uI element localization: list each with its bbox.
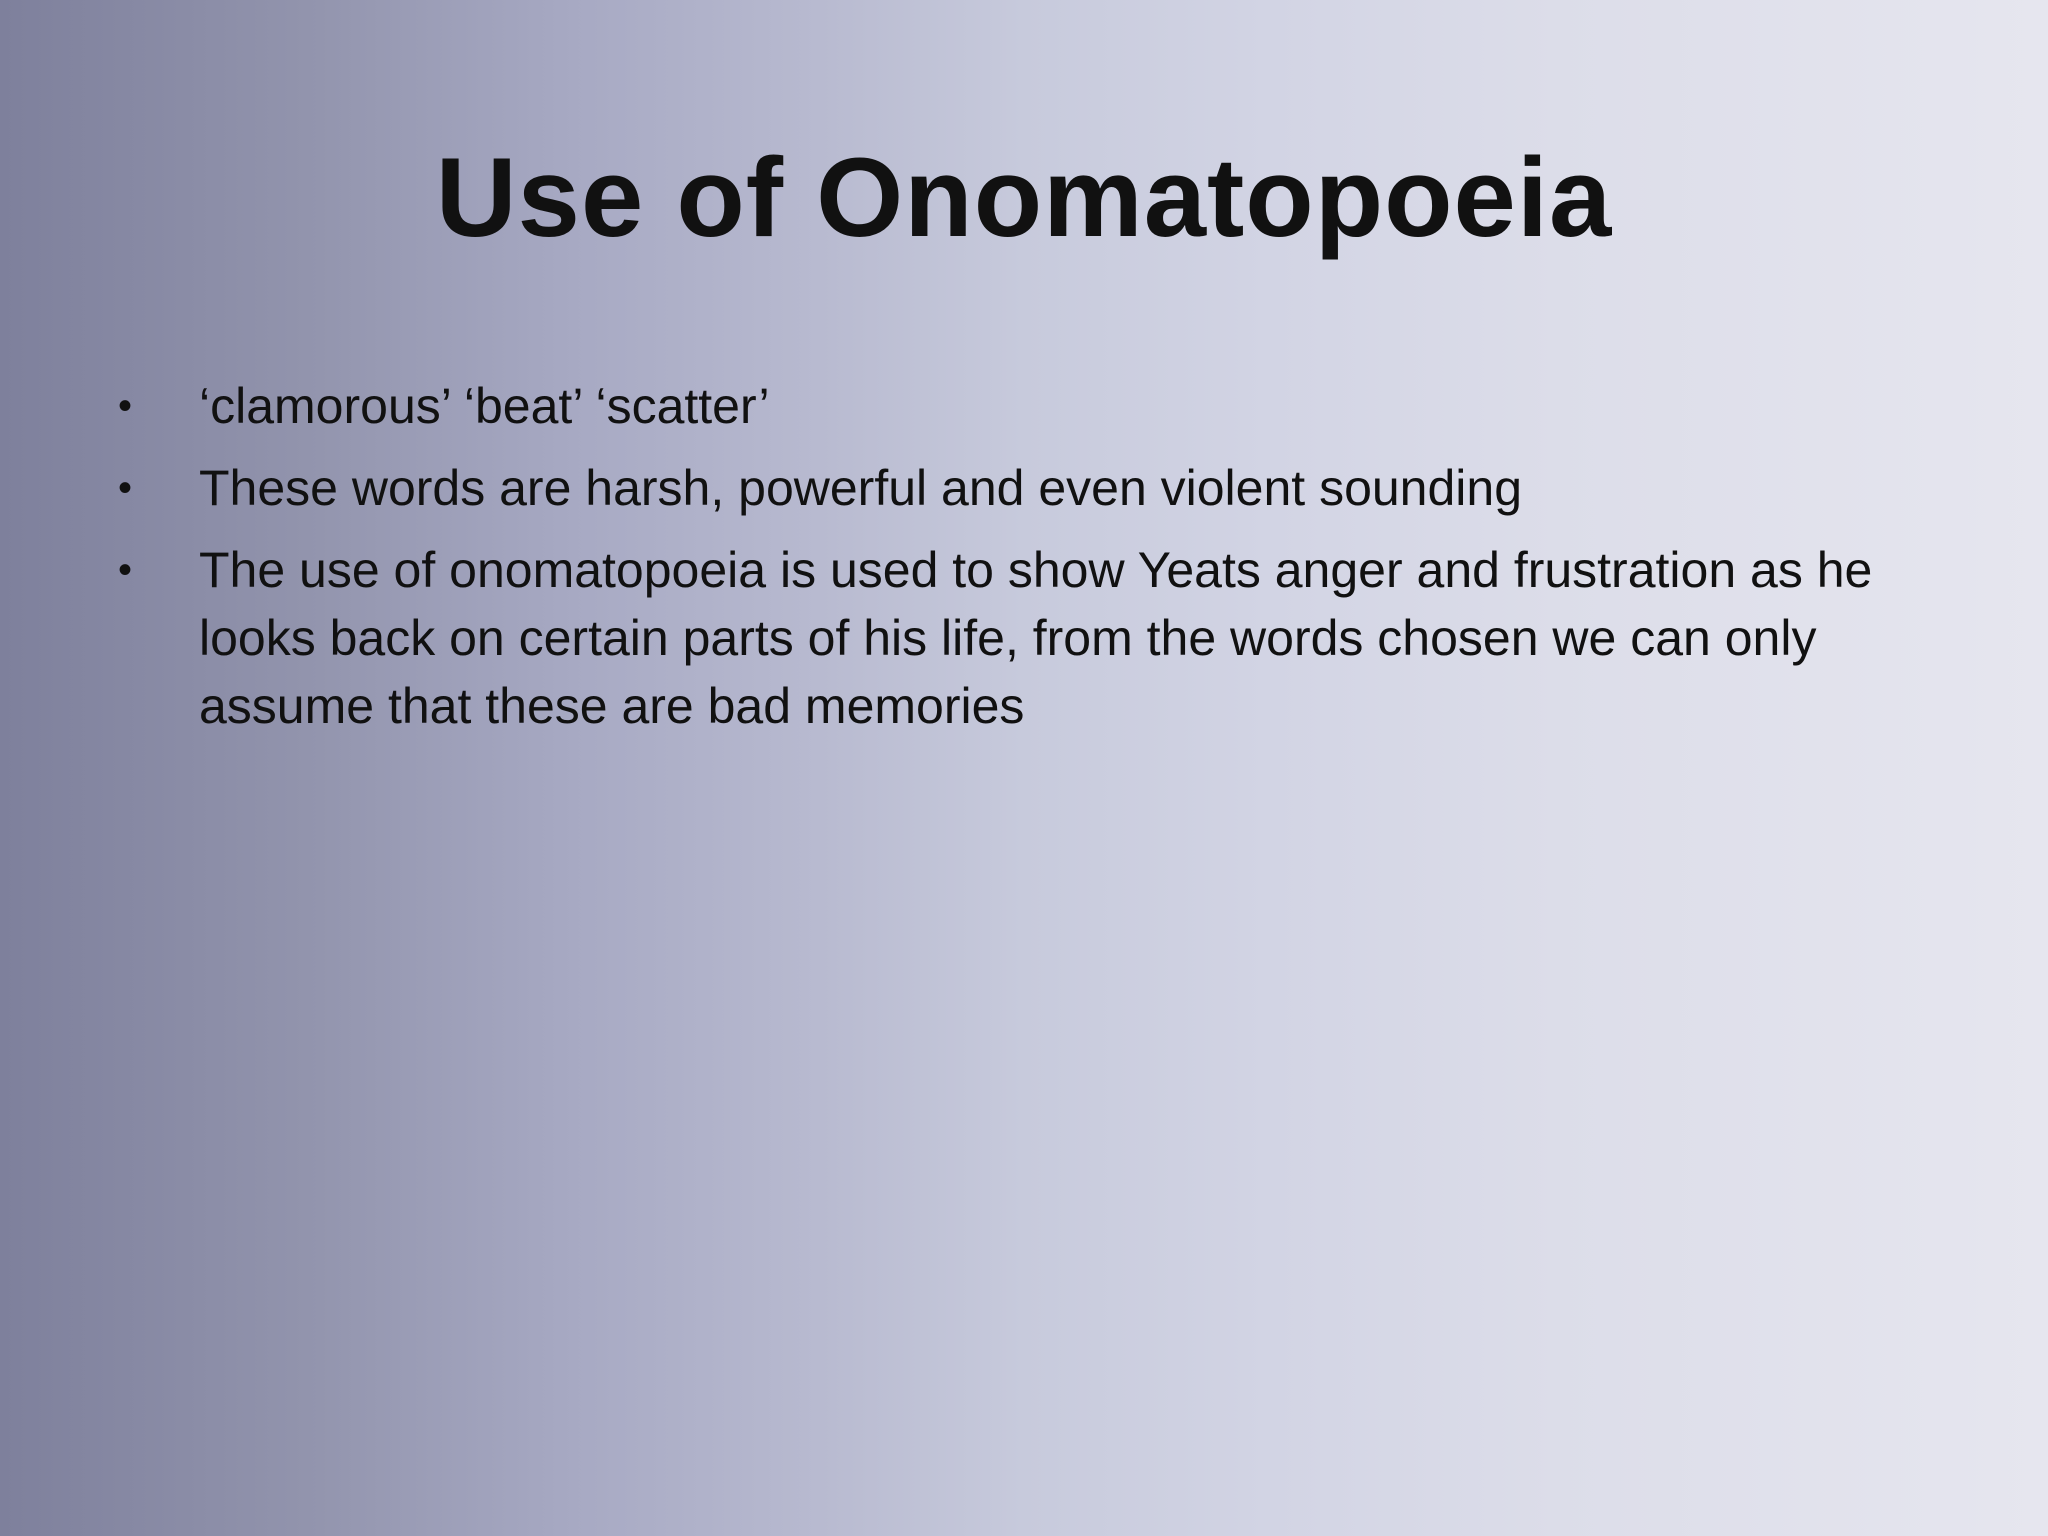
bullet-item — [118, 454, 1918, 522]
bullet-marker: • — [118, 384, 133, 428]
bullet-marker: • — [118, 548, 133, 592]
slide-title: Use of Onomatopoeia — [435, 135, 1613, 260]
bullet-text: ‘clamorous’ ‘beat’ ‘scatter’ — [199, 378, 770, 434]
bullet-text: The use of onomatopoeia is used to show Yeats anger and frustration as he looks back on certain parts of his life, from the words chosen we can only assume that these are bad memories — [199, 542, 1873, 734]
bullet-text: These words are harsh, powerful and even violent sounding — [199, 460, 1523, 516]
bullet-list — [118, 372, 1918, 754]
bullet-marker: • — [118, 466, 133, 510]
bullet-item — [118, 372, 1918, 440]
bullet-item — [118, 536, 1918, 740]
